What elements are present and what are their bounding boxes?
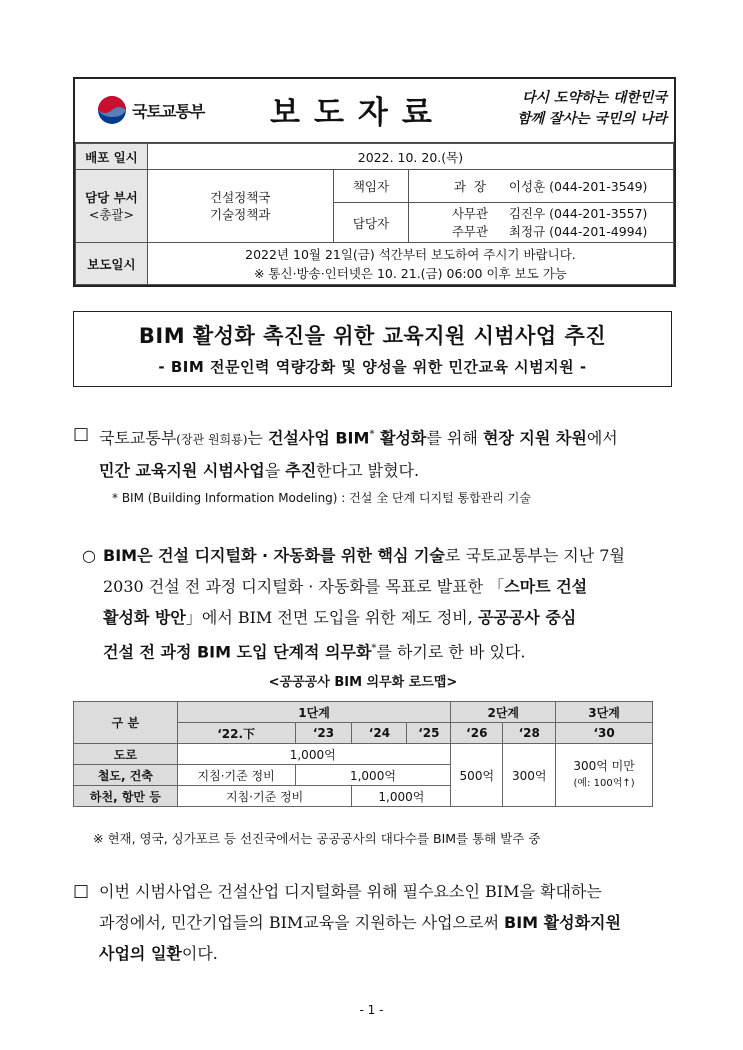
p3-bold-support: BIM 활성화지원 — [504, 913, 621, 932]
dept-name-cell — [147, 170, 333, 243]
year-cell: ‘23 — [295, 723, 352, 744]
slogan-line1: 다시 도약하는 대한민국 — [522, 90, 667, 106]
headline-sub: - BIM 전문인력 역량강화 및 양성을 위한 민간교육 시범지원 - — [158, 358, 587, 376]
phase2-value-1: 500억 — [451, 744, 503, 807]
release-date-label: 배포 일시 — [76, 144, 148, 170]
paragraph-2 — [82, 540, 682, 667]
headline-box — [73, 311, 672, 387]
p1-asterisk: * — [369, 429, 375, 440]
p1-bold-activation: 활성화 — [374, 428, 427, 448]
paragraph-1 — [73, 419, 683, 486]
row-river-first: 지침·기준 정비 — [177, 786, 352, 807]
ministry-logo-icon — [97, 95, 127, 125]
phase1-header: 1단계 — [177, 702, 451, 723]
p1-text3: 를 위해 — [426, 428, 483, 448]
p1-text4: 에서 — [586, 428, 618, 448]
row-rail-value: 1,000억 — [295, 765, 451, 786]
p1-minister: (장관 원희룡) — [176, 432, 248, 447]
p3-bold-part: 사업의 일환 — [99, 944, 182, 963]
square-bullet-icon: □ — [73, 881, 90, 901]
chief-label: 책임자 — [333, 170, 409, 203]
dept-sub-label: <총괄> — [88, 207, 134, 222]
year-cell: ‘25 — [407, 723, 451, 744]
release-date-value: 2022. 10. 20.(목) — [147, 144, 673, 170]
staff2-title: 주무관 — [451, 223, 489, 239]
p2-text1: 로 국토교통부는 지난 7월 — [444, 546, 625, 565]
slogan-line2: 함께 잘사는 국민의 나라 — [517, 111, 667, 127]
col-gubun: 구 분 — [74, 702, 178, 744]
row-road-label: 도로 — [74, 744, 178, 765]
p3-text2: 과정에서, 민간기업들의 BIM교육을 지원하는 사업으로써 — [99, 913, 505, 932]
year-cell: ‘26 — [451, 723, 503, 744]
p1-bold-promote: 추진 — [285, 461, 317, 481]
row-rail-first: 지침·기준 정비 — [177, 765, 295, 786]
square-bullet-icon: □ — [73, 424, 90, 444]
bim-footnote: * BIM (Building Information Modeling) : 건설 全 단계 디지털 통합관리 기술 — [112, 491, 531, 505]
dept-name2: 기술정책과 — [210, 207, 271, 222]
phase3-header: 3단계 — [556, 702, 653, 723]
roadmap-table — [73, 701, 653, 807]
p1-text6: 한다고 밝혔다. — [316, 461, 420, 481]
row-river-value: 1,000억 — [352, 786, 451, 807]
header-top — [75, 79, 674, 143]
year-cell: ‘30 — [556, 723, 653, 744]
staff1-contact: 김진우 (044-201-3557) — [508, 205, 648, 221]
p2-text3: 」에서 BIM 전면 도입을 위한 제도 정비, — [185, 608, 478, 627]
press-release-title: 보도자료 — [270, 95, 446, 131]
phase2-header: 2단계 — [451, 702, 556, 723]
phase3-value-cell — [556, 744, 653, 807]
p1-bold-field: 현장 지원 차원 — [482, 428, 587, 448]
ministry-name: 국토교통부 — [132, 102, 205, 121]
dept-label: 담당 부서 — [85, 190, 138, 205]
p3-text3: 이다. — [181, 944, 218, 963]
p2-bold-smart: 스마트 건설 — [504, 577, 588, 596]
row-road-value — [177, 744, 451, 765]
row-road-value-text: 1,000억 — [289, 747, 336, 762]
roadmap-caption: <공공공사 BIM 의무화 로드맵> — [268, 675, 458, 690]
chief-cell — [409, 170, 674, 203]
year-cell: ‘24 — [352, 723, 407, 744]
staff1-title: 사무관 — [451, 205, 489, 221]
press-header — [73, 77, 676, 287]
p1-text5: 을 — [264, 461, 286, 481]
p1-bold-bim: 건설사업 BIM — [267, 428, 370, 448]
phase3-value: 300억 미만 — [573, 759, 635, 773]
embargo-label: 보도일시 — [76, 243, 148, 285]
p2-text2: 2030 건설 전 과정 디지털화 · 자동화를 목표로 발표한 「 — [103, 577, 505, 596]
headline-main: BIM 활성화 촉진을 위한 교육지원 시범사업 추진 — [138, 324, 607, 348]
p1-bold-program: 민간 교육지원 시범사업 — [99, 461, 265, 481]
staff-cell — [409, 203, 674, 243]
p2-bold-core: BIM은 건설 디지털화 · 자동화를 위한 핵심 기술 — [103, 546, 445, 565]
chief-contact: 이성훈 (044-201-3549) — [508, 179, 648, 194]
dept-label-cell — [76, 170, 148, 243]
row-river-label: 하천, 항만 등 — [74, 786, 178, 807]
staff2-contact: 최정규 (044-201-4994) — [508, 223, 648, 239]
p2-text4: 를 하기로 한 바 있다. — [376, 642, 526, 662]
year-cell: ‘28 — [503, 723, 556, 744]
year-cell: ‘22.下 — [177, 723, 295, 744]
embargo-line2: ※ 통신·방송·인터넷은 10. 21.(금) 06:00 이후 보도 가능 — [253, 265, 567, 281]
circle-bullet-icon: ○ — [82, 546, 96, 565]
chief-title: 과 장 — [453, 179, 486, 194]
embargo-line1: 2022년 10월 21일(금) 석간부터 보도하여 주시기 바랍니다. — [245, 246, 576, 262]
p2-bold-plan: 활성화 방안 — [103, 608, 186, 627]
phase3-example: (예: 100억↑) — [573, 778, 635, 789]
info-table — [75, 143, 674, 285]
p1-text: 국토교통부 — [99, 428, 177, 448]
embargo-cell — [147, 243, 673, 285]
staff-label: 담당자 — [333, 203, 409, 243]
row-rail-label: 철도, 건축 — [74, 765, 178, 786]
dept-name1: 건설정책국 — [210, 190, 271, 205]
p2-asterisk: * — [371, 643, 377, 654]
p2-bold-public: 공공공사 중심 — [477, 608, 577, 627]
global-note: ※ 현재, 영국, 싱가포르 등 선진국에서는 공공공사의 대다수를 BIM를 통해 발주 중 — [93, 831, 541, 846]
p3-text1: 이번 시범사업은 건설산업 디지털화를 위해 필수요소인 BIM을 확대하는 — [99, 882, 602, 901]
phase2-value-2: 300억 — [503, 744, 556, 807]
page-number: - 1 - — [359, 1003, 384, 1017]
slogan — [505, 88, 667, 130]
paragraph-3 — [73, 876, 683, 969]
p1-text2: 는 — [247, 428, 268, 448]
p2-bold-mandate: 건설 전 과정 BIM 도입 단계적 의무화 — [103, 642, 372, 662]
